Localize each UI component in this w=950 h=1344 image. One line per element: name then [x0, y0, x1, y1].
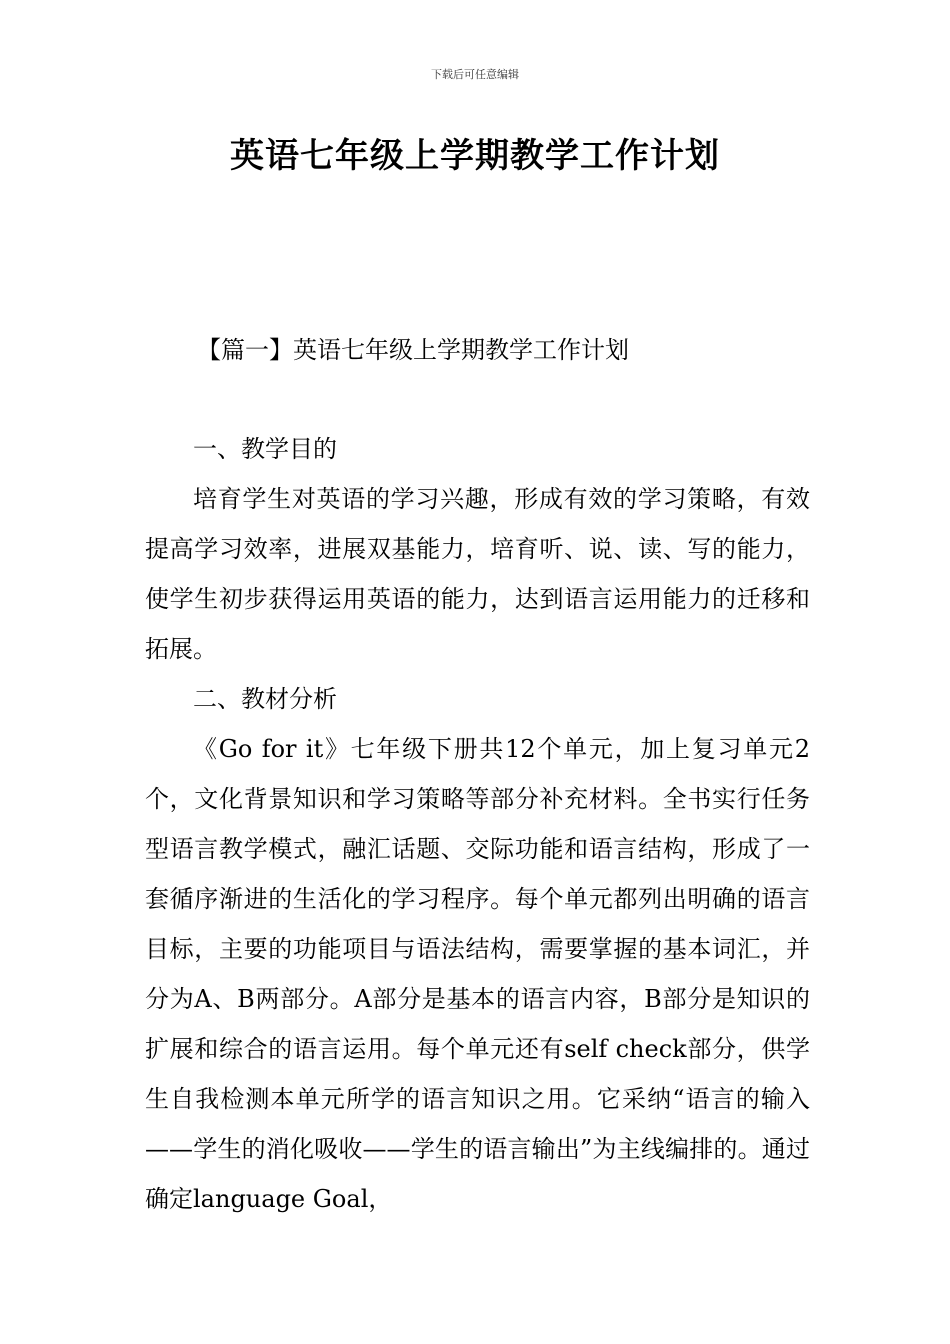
paragraph-teaching-goals: 培育学生对英语的学习兴趣，形成有效的学习策略，有效提高学习效率，进展双基能力，培育听、说、读、写的能力，使学生初步获得运用英语的能力，达到语言运用能力的迁移和拓展。	[145, 485, 810, 663]
header-note: 下载后可任意编辑	[431, 68, 519, 81]
document-body	[145, 424, 810, 1224]
paragraph-textbook-analysis: 《Go for it》七年级下册共12个单元，加上复习单元2个，文化背景知识和学习策略等部分补充材料。全书实行任务型语言教学模式，融汇话题、交际功能和语言结构，形成了一套循序渐进的生活化的学习程序。每个单元都列出明确的语言目标，主要的功能项目与语法结构，需要掌握的基本词汇，并分为A、B两部分。A部分是基本的语言内容，B部分是知识的扩展和综合的语言运用。每个单元还有self check部分，供学生自我检测本单元所学的语言知识之用。它采纳“语言的输入——学生的消化吸收——学生的语言输出”为主线编排的。通过确定language Goal，	[145, 735, 810, 1213]
heading-teaching-goals: 一、教学目的	[193, 435, 337, 463]
section-title: 【篇一】英语七年级上学期教学工作计划	[197, 336, 629, 364]
heading-textbook-analysis: 二、教材分析	[193, 685, 337, 713]
document-title: 英语七年级上学期教学工作计划	[230, 136, 720, 176]
